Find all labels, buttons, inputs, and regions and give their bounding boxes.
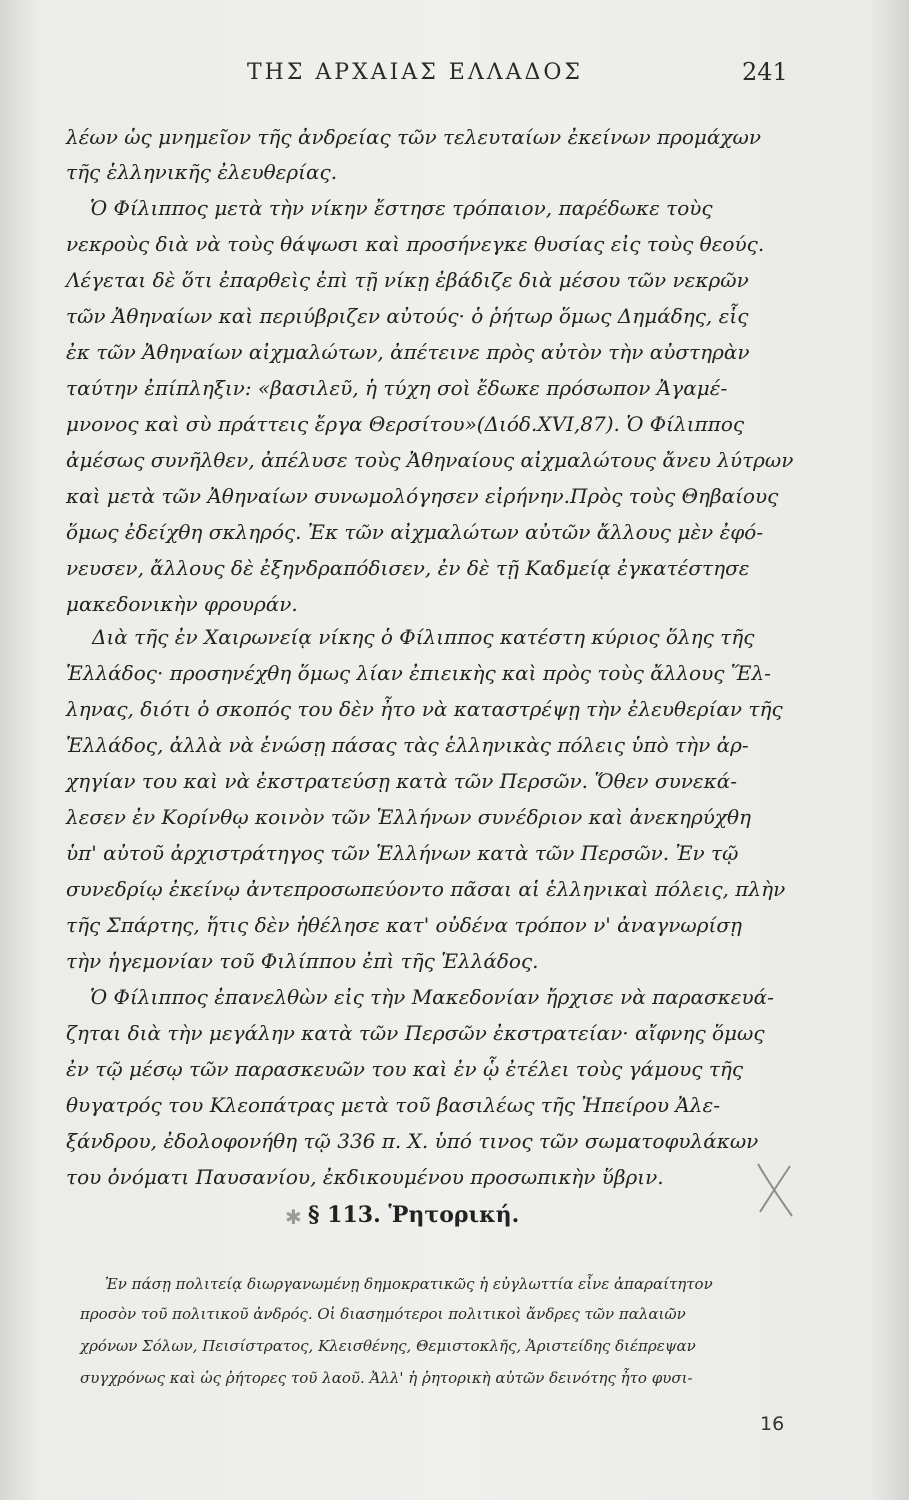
note-line: συγχρόνως καὶ ὡς ῥήτορες τοῦ λαοῦ. Ἀλλ' ἡ ῥητορικὴ αὐτῶν δεινότης ἦτο φυσι- — [80, 1369, 693, 1387]
text-line: ἀμέσως συνῆλθεν, ἀπέλυσε τοὺς Ἀθηναίους αἰχμαλώτους ἄνευ λύτρων — [66, 448, 794, 472]
note-line: χρόνων Σόλων, Πεισίστρατος, Κλεισθένης, Θεμιστοκλῆς, Ἀριστείδης διέπρεψαν — [80, 1337, 696, 1355]
text-line: Ὁ Φίλιππος μετὰ τὴν νίκην ἔστησε τρόπαιον, παρέδωκε τοὺς — [90, 196, 713, 220]
text-line: ταύτην ἐπίπληξιν: «βασιλεῦ, ἡ τύχη σοὶ ἔδωκε πρόσωπον Ἀγαμέ- — [66, 376, 728, 400]
text-line: του ὀνόματι Παυσανίου, ἐκδικουμένου προσωπικὴν ὕβριν. — [66, 1165, 664, 1189]
text-line: Ἑλλάδος, ἀλλὰ νὰ ἑνώσῃ πάσας τὰς ἑλληνικὰς πόλεις ὑπὸ τὴν ἀρ- — [66, 733, 749, 757]
text-line: τῶν Ἀθηναίων καὶ περιύβριζεν αὐτούς· ὁ ῥήτωρ ὅμως Δημάδης, εἷς — [66, 304, 749, 328]
signature-number: 16 — [760, 1413, 785, 1435]
text-line: Ἑλλάδος· προσηνέχθη ὅμως λίαν ἐπιεικὴς καὶ πρὸς τοὺς ἄλλους Ἕλ- — [66, 661, 771, 685]
text-line: θυγατρός του Κλεοπάτρας μετὰ τοῦ βασιλέως τῆς Ἠπείρου Ἀλε- — [66, 1093, 720, 1117]
text-line: ὑπ' αὐτοῦ ἀρχιστράτηγος τῶν Ἑλλήνων κατὰ τῶν Περσῶν. Ἐν τῷ — [66, 841, 739, 865]
section-heading: § 113. Ῥητορική. — [308, 1202, 520, 1228]
text-line: νευσεν, ἄλλους δὲ ἐξηνδραπόδισεν, ἐν δὲ τῇ Καδμείᾳ ἐγκατέστησε — [66, 556, 750, 580]
text-line: λεσεν ἐν Κορίνθῳ κοινὸν τῶν Ἑλλήνων συνέδριον καὶ ἀνεκηρύχθη — [66, 805, 752, 829]
text-line: Ὁ Φίλιππος ἐπανελθὼν εἰς τὴν Μακεδονίαν ἤρχισε νὰ παρασκευά- — [90, 985, 774, 1009]
text-line: ἐκ τῶν Ἀθηναίων αἰχμαλώτων, ἀπέτεινε πρὸς αὐτὸν τὴν αὐστηρὰν — [66, 340, 750, 364]
text-line: νεκροὺς διὰ νὰ τοὺς θάψωσι καὶ προσήνεγκε θυσίας εἰς τοὺς θεούς. — [66, 232, 765, 256]
running-header: ΤΗΣ ΑΡΧΑΙΑΣ ΕΛΛΑΔΟΣ — [247, 60, 583, 85]
note-line: προσὸν τοῦ πολιτικοῦ ἀνδρός. Οἱ διασημότεροι πολιτικοὶ ἄνδρες τῶν παλαιῶν — [80, 1305, 686, 1323]
text-line: τῆς ἑλληνικῆς ἐλευθερίας. — [66, 160, 338, 184]
pencil-x-mark — [752, 1160, 798, 1220]
text-line: καὶ μετὰ τῶν Ἀθηναίων συνωμολόγησεν εἰρήνην.Πρὸς τοὺς Θηβαίους — [66, 484, 779, 508]
text-line: τὴν ἡγεμονίαν τοῦ Φιλίππου ἐπὶ τῆς Ἑλλάδος. — [66, 949, 539, 973]
text-line: ληνας, διότι ὁ σκοπός του δὲν ἦτο νὰ καταστρέψῃ τὴν ἐλευθερίαν τῆς — [66, 697, 783, 721]
text-line: Διὰ τῆς ἐν Χαιρωνείᾳ νίκης ὁ Φίλιππος κατέστη κύριος ὅλης τῆς — [92, 625, 755, 649]
section-ornament-icon: ✱ — [285, 1205, 302, 1229]
text-line: ἐν τῷ μέσῳ τῶν παρασκευῶν του καὶ ἐν ᾧ ἐτέλει τοὺς γάμους τῆς — [66, 1057, 744, 1081]
text-line: χηγίαν του καὶ νὰ ἐκστρατεύσῃ κατὰ τῶν Περσῶν. Ὅθεν συνεκά- — [66, 769, 738, 793]
page-number: 241 — [742, 58, 788, 86]
text-line: τῆς Σπάρτης, ἥτις δὲν ἠθέλησε κατ' οὐδένα τρόπον ν' ἀναγνωρίσῃ — [66, 913, 742, 937]
text-line: λέων ὡς μνημεῖον τῆς ἀνδρείας τῶν τελευταίων ἐκείνων προμάχων — [66, 125, 761, 149]
text-line: μνονος καὶ σὺ πράττεις ἔργα Θερσίτου»(Διόδ.XVI,87). Ὁ Φίλιππος — [66, 412, 745, 436]
text-line: συνεδρίῳ ἐκείνῳ ἀντεπροσωπεύοντο πᾶσαι αἱ ἑλληνικαὶ πόλεις, πλὴν — [66, 877, 786, 901]
text-line: Λέγεται δὲ ὅτι ἐπαρθεὶς ἐπὶ τῇ νίκῃ ἐβάδιζε διὰ μέσου τῶν νεκρῶν — [66, 268, 749, 292]
text-line: μακεδονικὴν φρουράν. — [66, 592, 298, 616]
text-line: ξάνδρου, ἐδολοφονήθη τῷ 336 π. Χ. ὑπό τινος τῶν σωματοφυλάκων — [66, 1129, 759, 1153]
note-line: Ἐν πάσῃ πολιτείᾳ διωργανωμένῃ δημοκρατικῶς ἡ εὐγλωττία εἶνε ἀπαραίτητον — [105, 1275, 713, 1293]
text-line: ὅμως ἐδείχθη σκληρός. Ἐκ τῶν αἰχμαλώτων αὐτῶν ἄλλους μὲν ἐφό- — [66, 520, 764, 544]
text-line: ζηται διὰ τὴν μεγάλην κατὰ τῶν Περσῶν ἐκστρατείαν· αἴφνης ὅμως — [66, 1021, 765, 1045]
